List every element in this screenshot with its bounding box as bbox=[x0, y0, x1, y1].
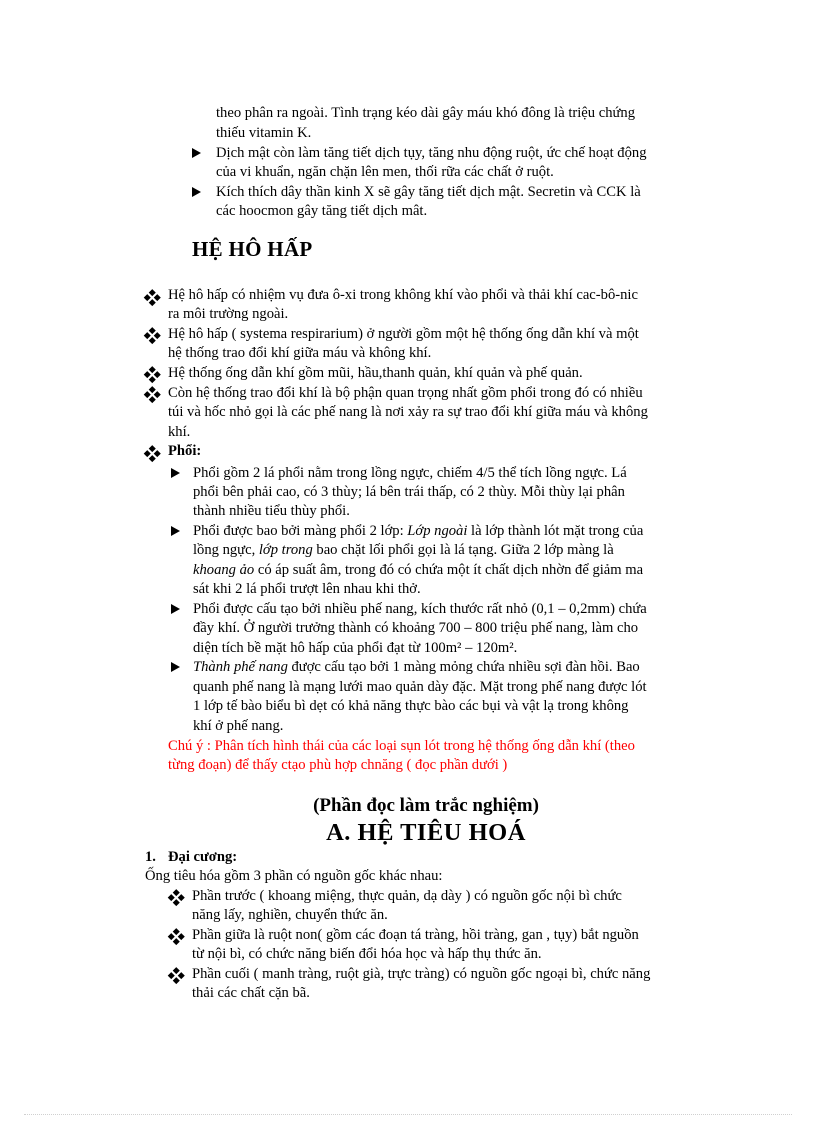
text-line: các hoocmon gây tăng tiết dịch mât. bbox=[216, 203, 428, 219]
text-line: Phổi được cấu tạo bởi nhiều phế nang, kích thước rất nhỏ (0,1 – 0,2mm) chứa bbox=[193, 601, 647, 617]
diamond-bullet-icon bbox=[169, 929, 183, 943]
text-line: Còn hệ thống trao đổi khí là bộ phận quan trọng nhất gồm phổi trong đó có nhiều bbox=[168, 385, 643, 401]
diamond-bullet-icon bbox=[145, 387, 159, 401]
section-title: HỆ HÔ HẤP bbox=[192, 237, 313, 261]
text-line: đầy khí. Ở người trưởng thành có khoảng 700 – 800 triệu phế nang, làm cho bbox=[193, 620, 639, 636]
diamond-bullet-icon bbox=[169, 968, 183, 982]
text-line: diện tích bề mặt hô hấp của phổi đạt từ 100m² – 120m². bbox=[193, 640, 518, 656]
quiz-subtitle: (Phần đọc làm trắc nghiệm) bbox=[313, 795, 539, 816]
text-line: hệ thống trao đổi khí giữa máu và không khí. bbox=[168, 345, 432, 361]
text-line: Phổi gồm 2 lá phổi nằm trong lồng ngực, chiếm 4/5 thể tích lồng ngực. Lá bbox=[193, 465, 627, 481]
page-divider bbox=[24, 1114, 792, 1115]
diamond-bullet-icon bbox=[145, 367, 159, 381]
heading-text: Đại cương: bbox=[168, 849, 238, 865]
text-line: thiếu vitamin K. bbox=[216, 125, 312, 141]
heading-number: 1. bbox=[145, 849, 156, 865]
text-line: thành nhiều tiểu thùy phổi. bbox=[193, 503, 350, 519]
diamond-bullet-icon bbox=[169, 890, 183, 904]
diamond-bullet-icon bbox=[145, 446, 159, 460]
text-line: lồng ngực, lớp trong bao chặt lối phổi gọi là lá tạng. Giữa 2 lớp màng là bbox=[193, 542, 614, 558]
text-line: Hệ thống ống dẫn khí gồm mũi, hầu,thanh quản, khí quản và phế quản. bbox=[168, 365, 583, 381]
arrow-bullet-icon bbox=[171, 526, 180, 536]
text-line: năng lấy, nghiền, chuyển thức ăn. bbox=[192, 907, 388, 923]
intro-line: Ống tiêu hóa gồm 3 phần có nguồn gốc khác nhau: bbox=[145, 868, 443, 884]
arrow-bullet-icon bbox=[192, 148, 201, 158]
text-line: khí ở phế nang. bbox=[193, 718, 284, 734]
text-line: Phần cuối ( manh tràng, ruột già, trực tràng) có nguồn gốc ngoại bì, chức năng bbox=[192, 966, 651, 982]
text-line: theo phân ra ngoài. Tình trạng kéo dài gây máu khó đông là triệu chứng bbox=[216, 105, 635, 121]
diamond-bullet-icon bbox=[145, 328, 159, 342]
text-line: Hệ hô hấp ( systema respirarium) ở người gồm một hệ thống ống dẫn khí và một bbox=[168, 326, 639, 342]
diamond-bullet-icon bbox=[145, 290, 159, 304]
text-line: sát khi 2 lá phổi trượt lên nhau khi thở. bbox=[193, 581, 421, 597]
text-line: Phần trước ( khoang miệng, thực quản, dạ dày ) có nguồn gốc nội bì chức bbox=[192, 888, 622, 904]
text-line: túi và hốc nhỏ gọi là các phế nang là nơi xảy ra sự trao đổi khí giữa máu và không bbox=[168, 404, 648, 420]
note-line: Chú ý : Phân tích hình thái của các loại sụn lót trong hệ thống ống dẫn khí (theo bbox=[168, 738, 635, 754]
arrow-bullet-icon bbox=[171, 604, 180, 614]
note-line: từng đoạn) để thấy ctạo phù hợp chnăng ( đọc phần dưới ) bbox=[168, 757, 508, 773]
text-line: Thành phế nang được cấu tạo bởi 1 màng mỏng chứa nhiều sợi đàn hồi. Bao bbox=[193, 659, 640, 675]
text-line: khí. bbox=[168, 424, 191, 440]
lungs-label: Phổi: bbox=[168, 443, 202, 459]
text-line: Phổi được bao bởi màng phổi 2 lớp: Lớp ngoài là lớp thành lót mặt trong của bbox=[193, 523, 644, 539]
text-line: thải các chất cặn bã. bbox=[192, 985, 310, 1001]
text-line: 1 lớp tế bào biểu bì dẹt có khả năng thực bào các bụi và vật lạ trong không bbox=[193, 698, 629, 714]
arrow-bullet-icon bbox=[171, 662, 180, 672]
chapter-title: A. HỆ TIÊU HOÁ bbox=[326, 819, 526, 846]
text-line: Dịch mật còn làm tăng tiết dịch tụy, tăng nhu động ruột, ức chế hoạt động bbox=[216, 145, 647, 161]
text-line: ra môi trường ngoài. bbox=[168, 306, 289, 322]
text-line: phổi bên phải cao, có 3 thùy; lá bên trái thấp, có 2 thùy. Mỗi thùy lại phân bbox=[193, 484, 625, 500]
arrow-bullet-icon bbox=[192, 187, 201, 197]
text-line: từ nội bì, có chức năng biến đổi hóa học và hấp thụ thức ăn. bbox=[192, 946, 542, 962]
text-line: Kích thích dây thần kinh X sẽ gây tăng tiết dịch mật. Secretin và CCK là bbox=[216, 184, 641, 200]
text-line: Phần giữa là ruột non( gồm các đoạn tá tràng, hồi tràng, gan , tụy) bắt nguồn bbox=[192, 927, 639, 943]
text-line: khoang ảo có áp suất âm, trong đó có chứa một ít chất dịch nhờn để giảm ma bbox=[193, 562, 644, 578]
text-line: quanh phế nang là mạng lưới mao quản dày đặc. Mặt trong phế nang được lót bbox=[193, 679, 647, 695]
text-line: của vi khuẩn, ngăn chặn lên men, thối rữa các chất ở ruột. bbox=[216, 164, 554, 180]
text-line: Hệ hô hấp có nhiệm vụ đưa ô-xi trong không khí vào phổi và thải khí cac-bô-nic bbox=[168, 287, 638, 303]
arrow-bullet-icon bbox=[171, 468, 180, 478]
